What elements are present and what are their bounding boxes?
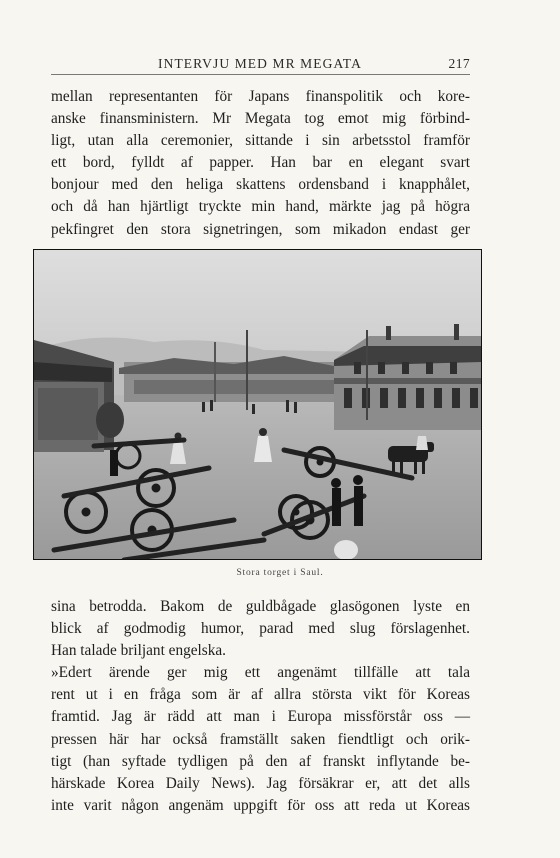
- paragraph-bottom: [51, 596, 470, 817]
- page-number: 217: [448, 56, 470, 71]
- text-line: bonjour med den heliga skattens ordensband i knapphålet,: [51, 176, 470, 194]
- text-line: ett bord, fylldt af papper. Han bar en elegant svart: [51, 154, 470, 172]
- header-rule: [51, 74, 470, 75]
- text-line: framtid. Jag är rädd att man i Europa missförstår oss —: [51, 708, 470, 726]
- text-line: inte varit någon angenäm uppgift för oss att reda ut Koreas: [51, 796, 470, 814]
- text-line: blick af godmodig humor, parad med slug förslagenhet.: [51, 620, 470, 638]
- text-line: härskade Korea Daily News). Jag försäkrar er, att det alls: [51, 774, 470, 792]
- text-line: Han talade briljant engelska.: [51, 642, 226, 660]
- paragraph-top: [51, 86, 470, 241]
- running-header: [51, 52, 470, 72]
- text-line: »Edert ärende ger mig ett angenämt tillfälle att tala: [51, 664, 470, 682]
- text-line: och då han hjärtligt tryckte min hand, märkte jag på högra: [51, 198, 470, 216]
- text-line: sina betrodda. Bakom de guldbågade glasögonen lyste en: [51, 598, 470, 615]
- text-line: pressen här har också framställt saken fiendtligt och orik-: [51, 730, 470, 748]
- text-line: mellan representanten för Japans finanspolitik och kore-: [51, 88, 470, 105]
- photo-illustration: [34, 250, 481, 559]
- text-line: anske finansministern. Mr Megata tog emot mig förbind-: [51, 110, 470, 128]
- running-title: INTERVJU MED MR MEGATA: [158, 56, 362, 71]
- text-line: rent ut i en fråga som är af allra största vikt för Koreas: [51, 686, 470, 704]
- text-line: tigt (han syftade tydligen på den af franskt inflytande be-: [51, 752, 470, 770]
- photograph-square: [33, 249, 482, 560]
- figure-caption: Stora torget i Saul.: [236, 568, 324, 578]
- text-line: pekfingret den stora signetringen, som mikadon endast ger: [51, 220, 470, 238]
- tree: [96, 402, 124, 438]
- text-line: ligt, utan alla ceremonier, sittande i sin arbetsstol framför: [51, 132, 470, 150]
